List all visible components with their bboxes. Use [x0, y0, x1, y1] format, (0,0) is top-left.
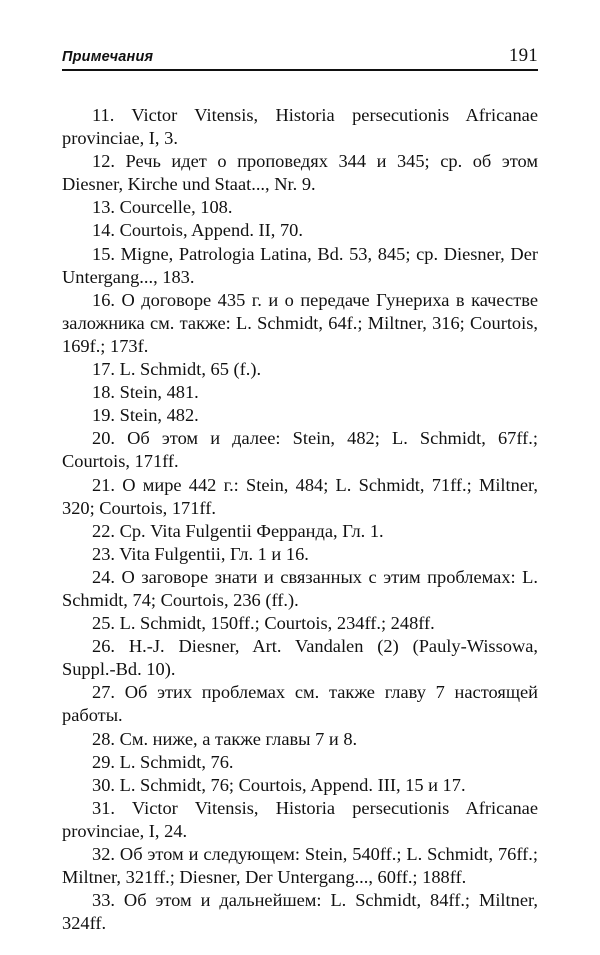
note-23: 23. Vita Fulgentii, Гл. 1 и 16. [92, 543, 309, 564]
note-20: 20. Об этом и далее: Stein, 482; L. Schmidt, 67ff.; Courtois, 171ff. [62, 428, 538, 472]
note-31: 31. Victor Vitensis, Historia persecutionis Africanae provinciae, I, 24. [62, 797, 538, 841]
note-16: 16. О договоре 435 г. и о передаче Гунериха в качестве заложника см. также: L. Schmidt, 64f.; Miltner, 316; Courtois, 169f.; 173f. [62, 289, 538, 356]
note-30: 30. L. Schmidt, 76; Courtois, Append. III, 15 и 17. [92, 774, 466, 795]
note-21: 21. О мире 442 г.: Stein, 484; L. Schmidt, 71ff.; Miltner, 320; Courtois, 171ff. [62, 474, 538, 518]
note-25: 25. L. Schmidt, 150ff.; Courtois, 234ff.; 248ff. [92, 613, 435, 634]
note-22: 22. Ср. Vita Fulgentii Ферранда, Гл. 1. [92, 520, 384, 541]
page-number: 191 [508, 45, 538, 66]
note-26: 26. H.-J. Diesner, Art. Vandalen (2) (Pauly-Wissowa, Suppl.-Bd. 10). [62, 636, 538, 680]
note-18: 18. Stein, 481. [92, 382, 199, 403]
note-29: 29. L. Schmidt, 76. [92, 751, 234, 772]
header-rule [62, 69, 538, 71]
note-32: 32. Об этом и следующем: Stein, 540ff.; L. Schmidt, 76ff.; Miltner, 321ff.; Diesner, Der Untergang..., 60ff.; 188ff. [62, 844, 538, 888]
note-11: 11. Victor Vitensis, Historia persecutionis Africanae provinciae, I, 3. [62, 105, 538, 149]
notes-list [62, 104, 538, 935]
note-15: 15. Migne, Patrologia Latina, Bd. 53, 845; cp. Diesner, Der Untergang..., 183. [62, 243, 538, 287]
note-13: 13. Courcelle, 108. [92, 197, 233, 218]
note-14: 14. Courtois, Append. II, 70. [92, 220, 303, 241]
note-24: 24. О заговоре знати и связанных с этим проблемах: L. Schmidt, 74; Courtois, 236 (ff.). [62, 566, 538, 610]
note-27: 27. Об этих проблемах см. также главу 7 настоящей работы. [62, 682, 538, 726]
note-19: 19. Stein, 482. [92, 405, 199, 426]
running-header [62, 44, 538, 70]
note-33: 33. Об этом и дальнейшем: L. Schmidt, 84ff.; Miltner, 324ff. [62, 890, 538, 934]
note-12: 12. Речь идет о проповедях 344 и 345; ср. об этом Diesner, Kirche und Staat..., Nr. 9. [62, 151, 538, 195]
note-28: 28. См. ниже, а также главы 7 и 8. [92, 728, 358, 749]
running-head-title: Примечания [62, 49, 154, 65]
note-17: 17. L. Schmidt, 65 (f.). [92, 359, 262, 380]
